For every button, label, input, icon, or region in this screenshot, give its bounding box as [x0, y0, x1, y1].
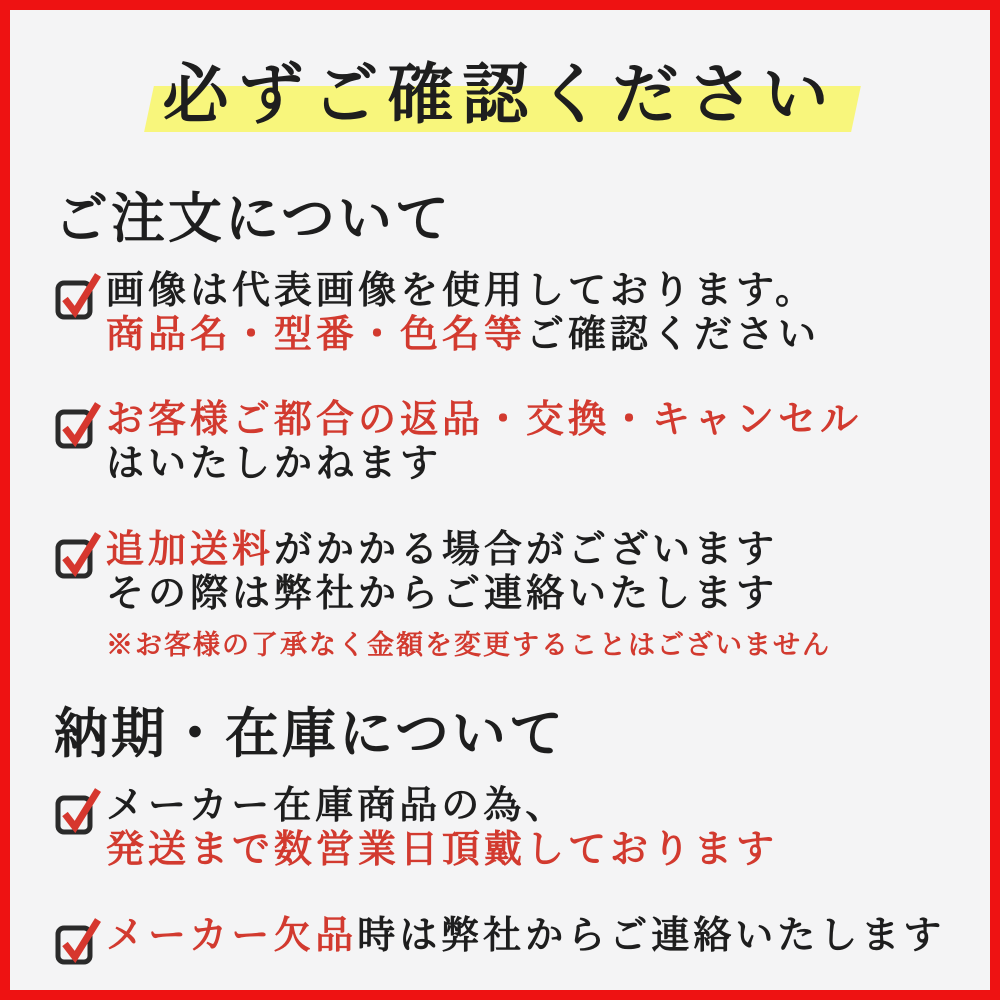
checked-checkbox-icon: [54, 915, 100, 967]
checked-checkbox-icon: [54, 529, 100, 581]
checklist-item-maker-shortage: [54, 915, 946, 967]
checklist-item-maker-stock: [54, 785, 946, 872]
item-line-segment: はいたしかねます: [106, 443, 443, 486]
item-text: [106, 915, 945, 959]
item-line-segment: ご確認ください: [526, 313, 821, 356]
page-title: 必ずご確認ください: [162, 59, 838, 132]
checklist-item-returns: [54, 399, 946, 486]
section-heading-delivery-stock: 納期・在庫について: [54, 704, 566, 765]
checklist-item-representative-image: [54, 270, 946, 357]
title-row: [10, 50, 990, 142]
item-text: [106, 399, 862, 486]
item-line-segment-red: お客様ご都合の返品・交換・キャンセル: [106, 399, 863, 442]
checked-checkbox-icon: [54, 270, 100, 322]
checked-checkbox-icon: [54, 785, 100, 837]
section-heading-orders: ご注文について: [54, 189, 452, 249]
notice-content: [10, 188, 990, 967]
checked-checkbox-icon: [54, 399, 100, 451]
item-line-segment-red: メーカー欠品: [106, 914, 358, 957]
item-line-segment-red: 発送まで数営業日頂戴しております: [106, 829, 779, 872]
item-line-segment: がかかる場合がございます: [274, 528, 779, 571]
item-line-segment: 時は弊社からご連絡いたします: [357, 914, 946, 957]
item-text: [106, 529, 831, 661]
item-text: [106, 785, 778, 872]
title-wrap: [163, 50, 838, 159]
checklist-item-extra-shipping: [54, 529, 946, 661]
price-change-disclaimer: ※お客様の了承なく金額を変更することはございません: [106, 630, 831, 661]
item-line-segment: メーカー在庫商品の為、: [106, 785, 568, 828]
item-text: [106, 270, 820, 357]
item-line-segment: その際は弊社からご連絡いたします: [106, 572, 779, 615]
item-line-segment-red: 追加送料: [106, 528, 275, 571]
item-line-segment: 画像は代表画像を使用しております。: [106, 270, 817, 313]
item-line-segment-red: 商品名・型番・色名等: [106, 313, 527, 356]
